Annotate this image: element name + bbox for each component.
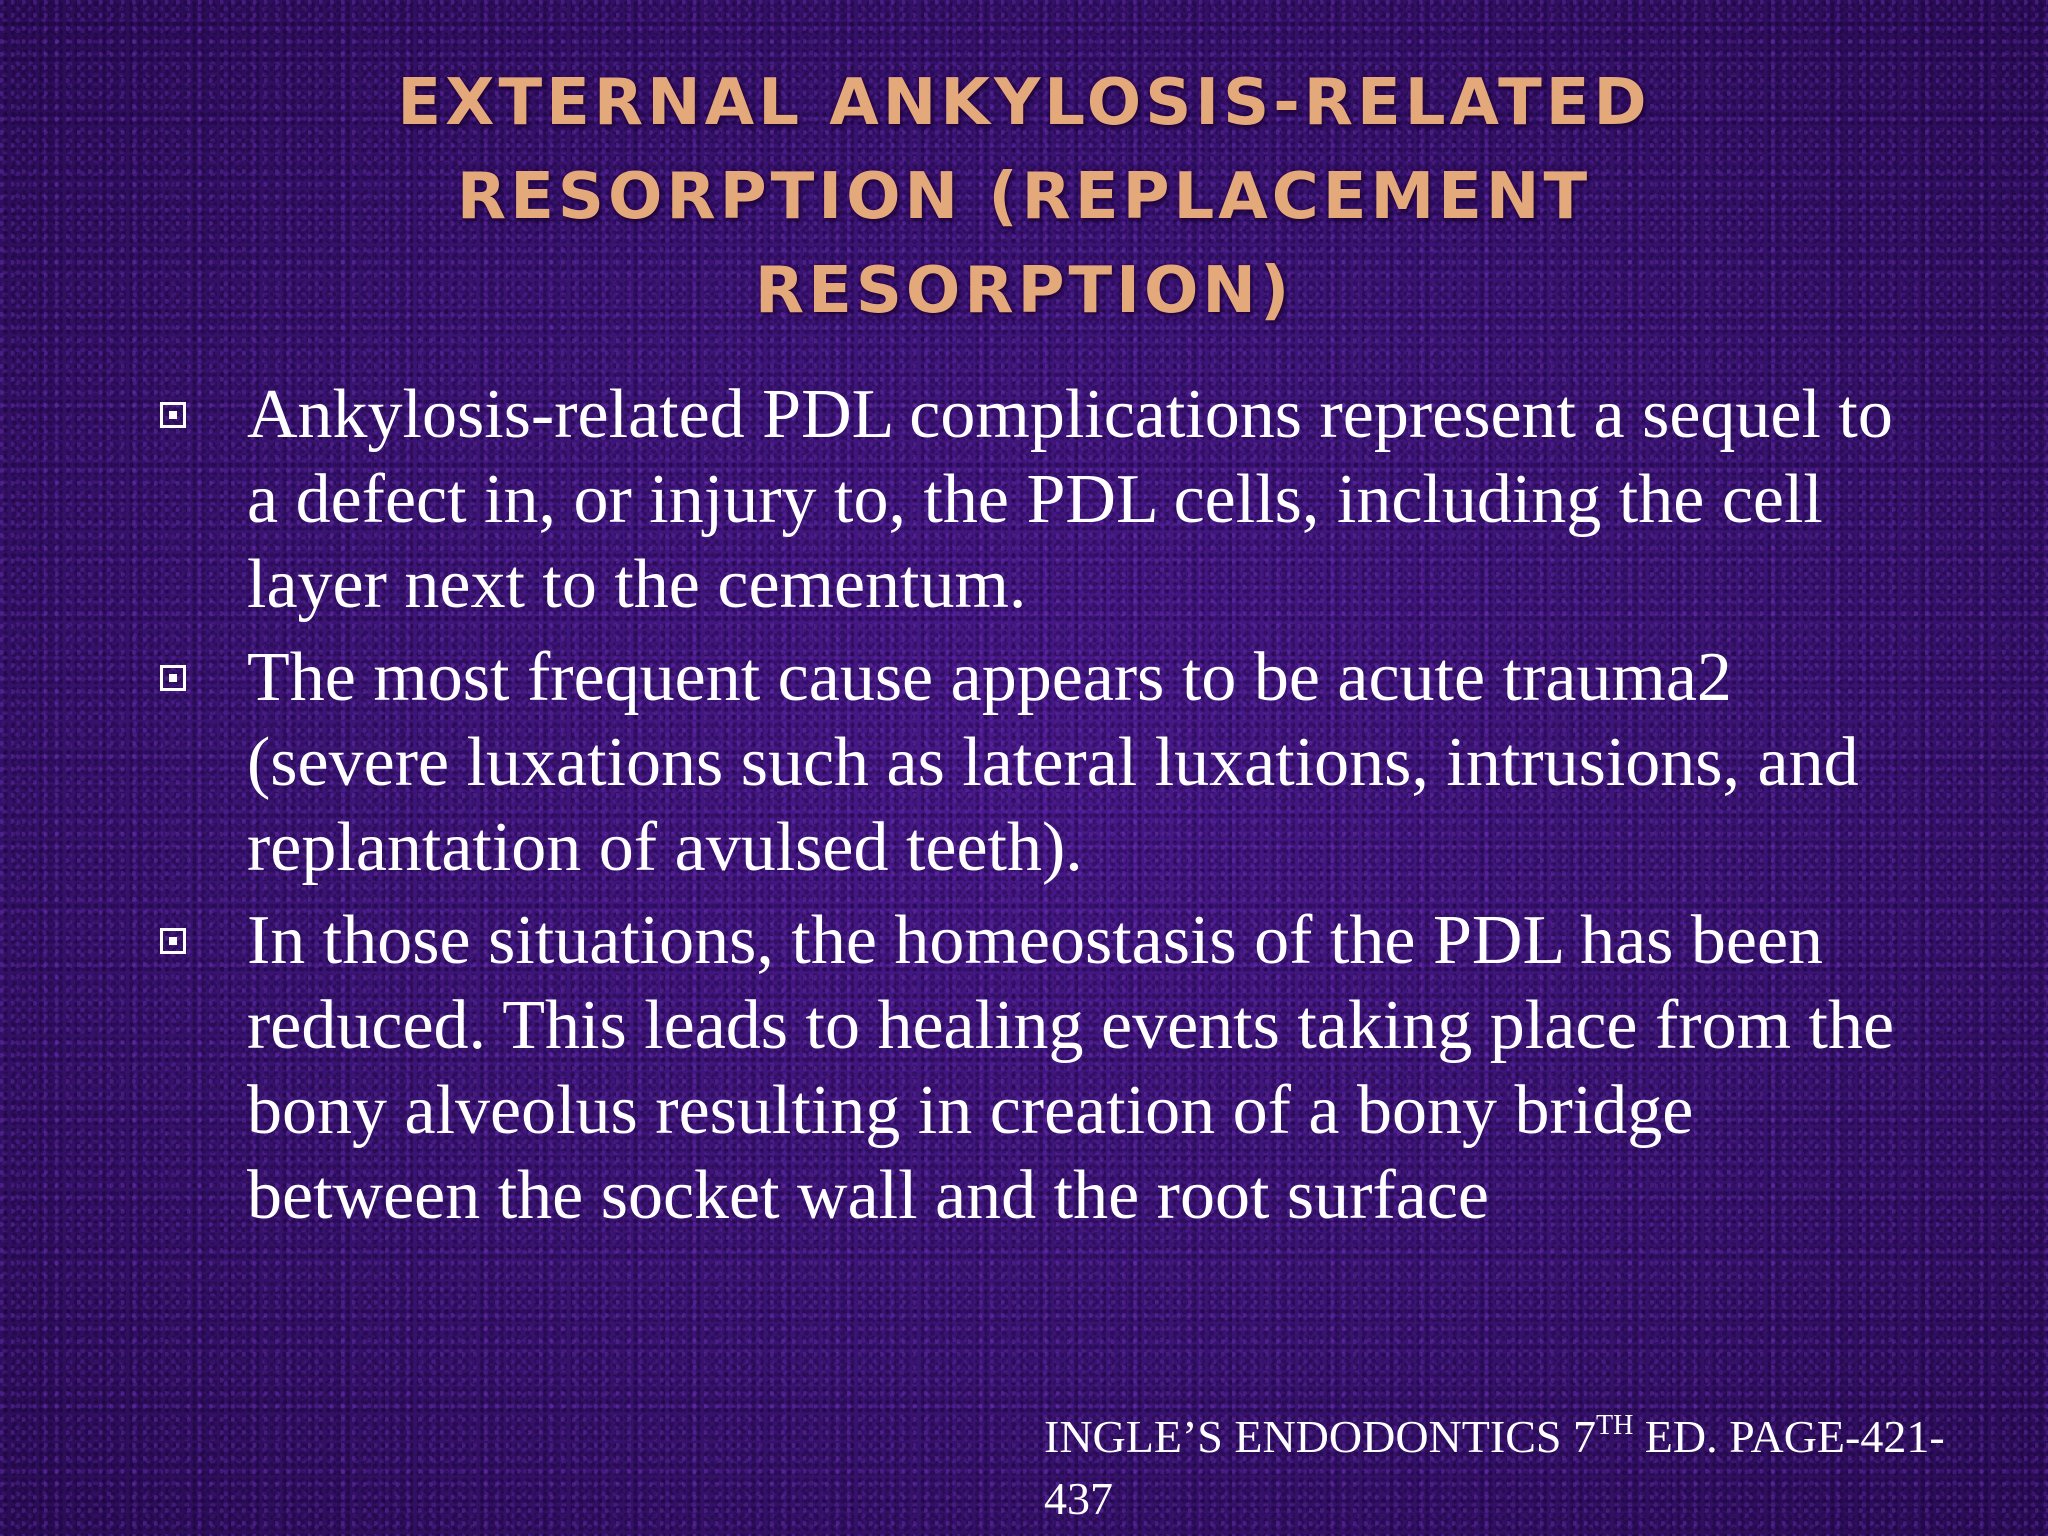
citation-text-end: ED. PAGE-421-437 bbox=[1044, 1411, 1945, 1524]
bullet-list bbox=[148, 372, 1928, 1246]
citation-superscript: TH bbox=[1595, 1410, 1634, 1441]
boxed-square-bullet-icon bbox=[160, 665, 186, 691]
bullet-text: In those situations, the homeostasis of the PDL has been reduced. This leads to healing events taking place from the bony alveolus resulting in creation of a bony bridge between the socket wall and the root surface bbox=[247, 902, 1895, 1234]
bullet-text: The most frequent cause appears to be acute trauma2 (severe luxations such as lateral luxations, intrusions, and replantation of avulsed teeth). bbox=[247, 639, 1859, 886]
bullet-item bbox=[148, 898, 1928, 1238]
bullet-text: Ankylosis-related PDL complications represent a sequel to a defect in, or injury to, the PDL cells, including the cell layer next to the cementum. bbox=[247, 376, 1893, 623]
bullet-item bbox=[148, 635, 1928, 890]
bullet-item bbox=[148, 372, 1928, 627]
slide-title: EXTERNAL ANKYLOSIS-RELATED RESORPTION (REPLACEMENT RESORPTION) bbox=[397, 66, 1651, 328]
boxed-square-bullet-icon bbox=[160, 928, 186, 954]
boxed-square-bullet-icon bbox=[160, 402, 186, 428]
citation-text: INGLE’S ENDODONTICS 7 bbox=[1044, 1411, 1596, 1462]
source-citation bbox=[1044, 1406, 2004, 1530]
